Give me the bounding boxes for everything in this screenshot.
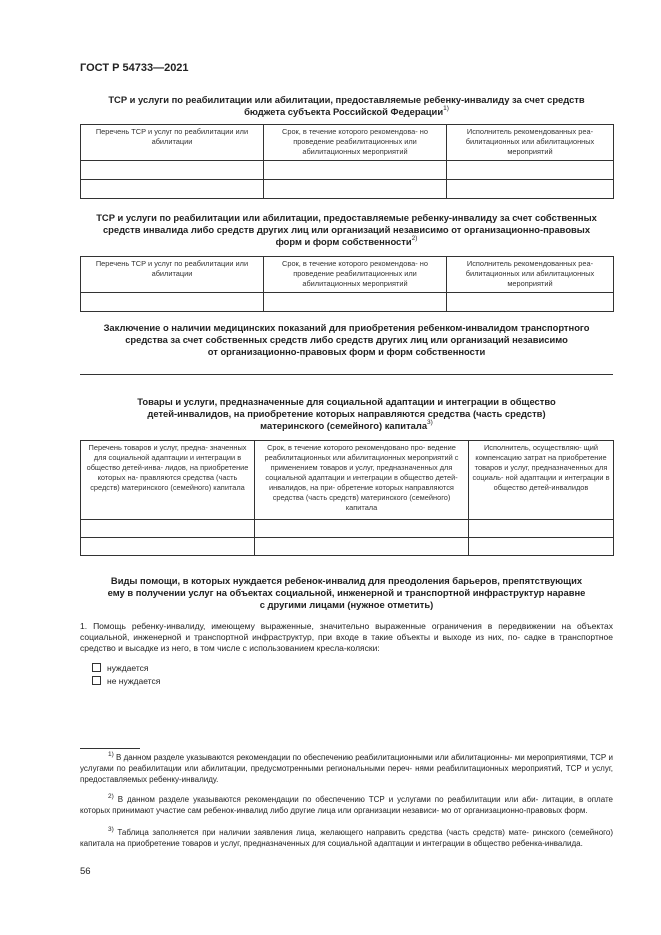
section3-title-line3: от организационно-правовых форм и форм собственности [207,346,486,357]
section4-title-line1: Товары и услуги, предназначенные для социальной адаптации и интеграции в общество [137,396,556,407]
section3-title [80,322,613,358]
help-item-1: 1. Помощь ребенку-инвалиду, имеющему выраженные, значительно выраженные ограничения в передвижении на объектах социальной, инженерной и транспортной инфраструктур, при входе в такие объекты и выходе из них, по- садке в транспортное средство и высадке из него, в том числе с использованием кресла-коляски: [80,621,613,653]
footnote-2 [80,794,613,816]
footnote-ref-2: 2) [411,235,418,242]
section5-title [80,575,613,611]
table1-header-cell: Исполнитель рекомендованных реа- билитационных или абилитационных мероприятий [447,125,614,161]
conclusion-fill-line[interactable] [80,374,613,375]
table4-cell[interactable] [469,520,614,538]
table4-header-cell: Срок, в течение которого рекомендовано про- ведение реабилитационных или абилитационных мероприятий с применением товаров и услуг, предназначенных для социальной адаптации и интеграции в общество детей-инвалидов, на при- обретение которых направляются средства (часть средств) материнского (семейного) капитала [255,441,469,520]
page-number: 56 [80,866,91,877]
section1-title-line1: ТСР и услуги по реабилитации или абилитации, предоставляемые ребенку-инвалиду за счет средств [108,94,585,105]
table2-header-cell: Перечень ТСР и услуг по реабилитации или абилитации [81,257,264,293]
section1-title [80,94,613,118]
table1-cell[interactable] [264,180,447,199]
table2-cell[interactable] [264,293,447,312]
table2-cell[interactable] [447,293,614,312]
table1-header-cell: Срок, в течение которого рекомендова- но проведение реабилитационных или абилитационных мероприятий [264,125,447,161]
table1-cell[interactable] [81,161,264,180]
table4-cell[interactable] [469,538,614,556]
footnote-3-mark: 3) [108,826,114,833]
section3-title-line1: Заключение о наличии медицинских показаний для приобретения ребенком-инвалидом транспортного [103,322,590,333]
table4-header-cell: Исполнитель, осуществляю- щий компенсацию затрат на приобретение товаров и услуг, предназначенных для социаль- ной адаптации и интеграции в общество детей-инвалидов [469,441,614,520]
table-section2 [80,256,614,312]
section2-title-line2: средств инвалида либо средств других лиц или организаций независимо от организационно-правовых [102,224,591,235]
table-section1 [80,124,614,199]
footnote-2-text: В данном разделе указываются рекомендации по обеспечению ТСР и услугами по реабилитации или аби- литации, в оплате которых принимают участие сам ребенок-инвалид либо другие лица или организации независи- мо от организационно-правовых форм. [80,795,613,815]
footnote-1-text: В данном разделе указываются рекомендации по обеспечению реабилитационными или абилитационны- ми мероприятиями, ТСР и услугами по реабилитации или абилитации, предусмотренными региональными переч- нями реабилитационных мероприятий, ТСР и услуг, предоставляемых ребенку-инвалиду. [80,753,613,784]
option-not-needs-label: не нуждается [107,676,161,686]
table2-cell[interactable] [81,293,264,312]
footnote-2-mark: 2) [108,793,114,800]
section5-title-line2: ему в получении услуг на объектах социальной, инженерной и транспортной инфраструктур наравне [107,587,586,598]
table4-cell[interactable] [81,520,255,538]
option-needs[interactable] [92,662,149,674]
table4-cell[interactable] [255,538,469,556]
section5-title-line3: с другими лицами (нужное отметить) [259,599,434,610]
footnote-1 [80,752,613,785]
table2-header-cell: Исполнитель рекомендованных реа- билитационных или абилитационных мероприятий [447,257,614,293]
footnote-3 [80,827,613,849]
option-not-needs[interactable] [92,675,160,687]
option-needs-label: нуждается [107,663,149,673]
section3-title-line2: средства за счет собственных средств либо средств других лиц или организаций независимо [125,334,568,345]
footnote-3-text: Таблица заполняется при наличии заявления лица, желающего направить средства (часть средств) мате- ринского (семейного) капитала на приобретение товаров и услуг, предназначенных для социальной адаптации и интеграции в общество ребенка-инвалида. [80,828,613,848]
section4-title-line3: материнского (семейного) капитала$^{3)}$ [260,419,433,431]
section2-title [80,212,613,248]
table1-cell[interactable] [447,161,614,180]
table4-cell[interactable] [81,538,255,556]
document-header: ГОСТ Р 54733—2021 [80,62,189,74]
footnote-ref-1: 1) [443,105,449,112]
table1-cell[interactable] [447,180,614,199]
section2-title-line1: ТСР и услуги по реабилитации или абилитации, предоставляемые ребенку-инвалиду за счет собственных [96,212,597,223]
footnote-1-mark: 1) [108,751,114,758]
footnote-separator [80,748,140,749]
section4-title-line2: детей-инвалидов, на приобретение которых направляются средства (часть средств) [147,408,546,419]
table4-cell[interactable] [255,520,469,538]
table2-header-cell: Срок, в течение которого рекомендова- но проведение реабилитационных или абилитационных мероприятий [264,257,447,293]
section1-title-line2: бюджета субъекта Российской Федерации$^{1)}$ [244,105,449,117]
checkbox-icon[interactable] [92,676,101,685]
table1-header-cell: Перечень ТСР и услуг по реабилитации или абилитации [81,125,264,161]
section2-title-line3: форм и форм собственности$^{2)}$ [275,235,418,247]
table1-cell[interactable] [264,161,447,180]
section4-title [80,396,613,432]
footnote-ref-3: 3) [427,419,433,426]
section5-title-line1: Виды помощи, в которых нуждается ребенок-инвалид для преодоления барьеров, препятствующих [110,575,583,586]
table4-header-cell: Перечень товаров и услуг, предна- значенных для социальной адаптации и интеграции в общество детей-инва- лидов, на приобретение которых на- правляются средства (часть средств) материнского (семейного) капитала [81,441,255,520]
checkbox-icon[interactable] [92,663,101,672]
table1-cell[interactable] [81,180,264,199]
table-section4 [80,440,614,556]
